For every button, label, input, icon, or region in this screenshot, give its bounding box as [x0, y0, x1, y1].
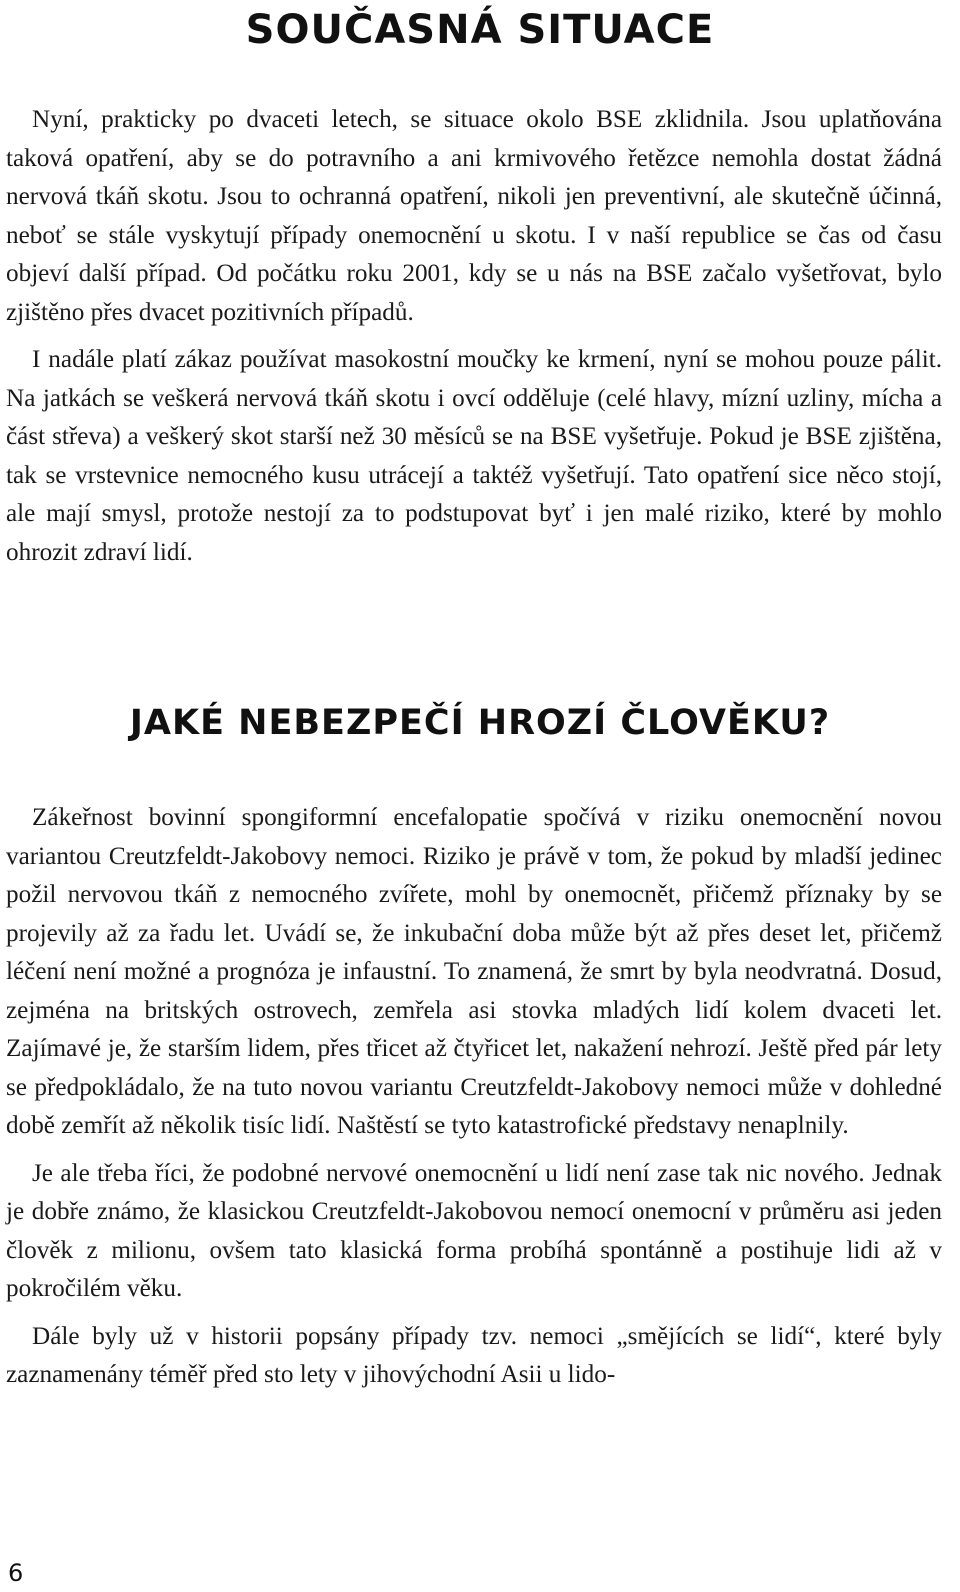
section-heading-danger-to-humans: JAKÉ NEBEZPEČÍ HROZÍ ČLOVĚKU?: [129, 703, 831, 743]
paragraph: Dále byly už v historii popsány případy tzv. nemoci „smějících se lidí“, které byly zaznamenány téměř před sto lety v jihovýchodní Asii u lido-: [6, 1322, 942, 1388]
section-body-current-situation: [6, 101, 942, 572]
section-body-danger-to-humans: [6, 799, 942, 1395]
section-heading-current-situation: SOUČASNÁ SITUACE: [245, 7, 715, 53]
paragraph: Je ale třeba říci, že podobné nervové onemocnění u lidí není zase tak nic nového. Jednak je dobře známo, že klasickou Creutzfeldt-Jakobovou nemocí onemocní v průměru asi jeden člověk z milionu, ovšem tato klasická forma probíhá spontánně a postihuje lidi až v pokročilém věku.: [6, 1159, 942, 1302]
paragraph: Nyní, prakticky po dvaceti letech, se situace okolo BSE zklidnila. Jsou uplatňována taková opatření, aby se do potravního a ani krmivového řetězce nemohla dostat žádná nervová tkáň skotu. Jsou to ochranná opatření, nikoli jen preventivní, ale skutečně účinná, neboť se stále vyskytují případy onemocnění u skotu. I v naší republice se čas od času objeví další případ. Od počátku roku 2001, kdy se u nás na BSE začalo vyšetřovat, bylo zjištěno přes dvacet pozitivních případů.: [6, 106, 942, 326]
paragraph: I nadále platí zákaz používat masokostní moučky ke krmení, nyní se mohou pouze pálit. Na jatkách se veškerá nervová tkáň skotu i ovcí odděluje (celé hlavy, mízní uzliny, mícha a část střeva) a veškerý skot starší než 30 měsíců se na BSE vyšetřuje. Pokud je BSE zjištěna, tak se vrstevnice nemocného kusu utrácejí a taktéž vyšetřují. Tato opatření sice něco stojí, ale mají smysl, protože nestojí za to podstupovat byť i jen malé riziko, které by mohlo ohrozit zdraví lidí.: [6, 346, 942, 566]
paragraph: Zákeřnost bovinní spongiformní encefalopatie spočívá v riziku onemocnění novou variantou Creutzfeldt-Jakobovy nemoci. Riziko je právě v tom, že pokud by mladší jedinec požil nervovou tkáň z nemocného zvířete, mohl by onemocnět, přičemž příznaky by se projevily až za řadu let. Uvádí se, že inkubační doba může být až přes deset let, přičemž léčení není možné a prognóza je infaustní. To znamená, že smrt by byla neodvratná. Dosud, zejména na britských ostrovech, zemřela asi stovka mladých lidí kolem dvaceti let. Zajímavé je, že starším lidem, přes třicet až čtyřicet let, nakažení nehrozí. Ještě před pár lety se předpokládalo, že na tuto novou variantu Creutzfeldt-Jakobovy nemoci může v dohledné době zemřít až několik tisíc lidí. Naštěstí se tyto katastrofické představy nenaplnily.: [6, 804, 942, 1139]
page-number: 6: [8, 1559, 24, 1587]
